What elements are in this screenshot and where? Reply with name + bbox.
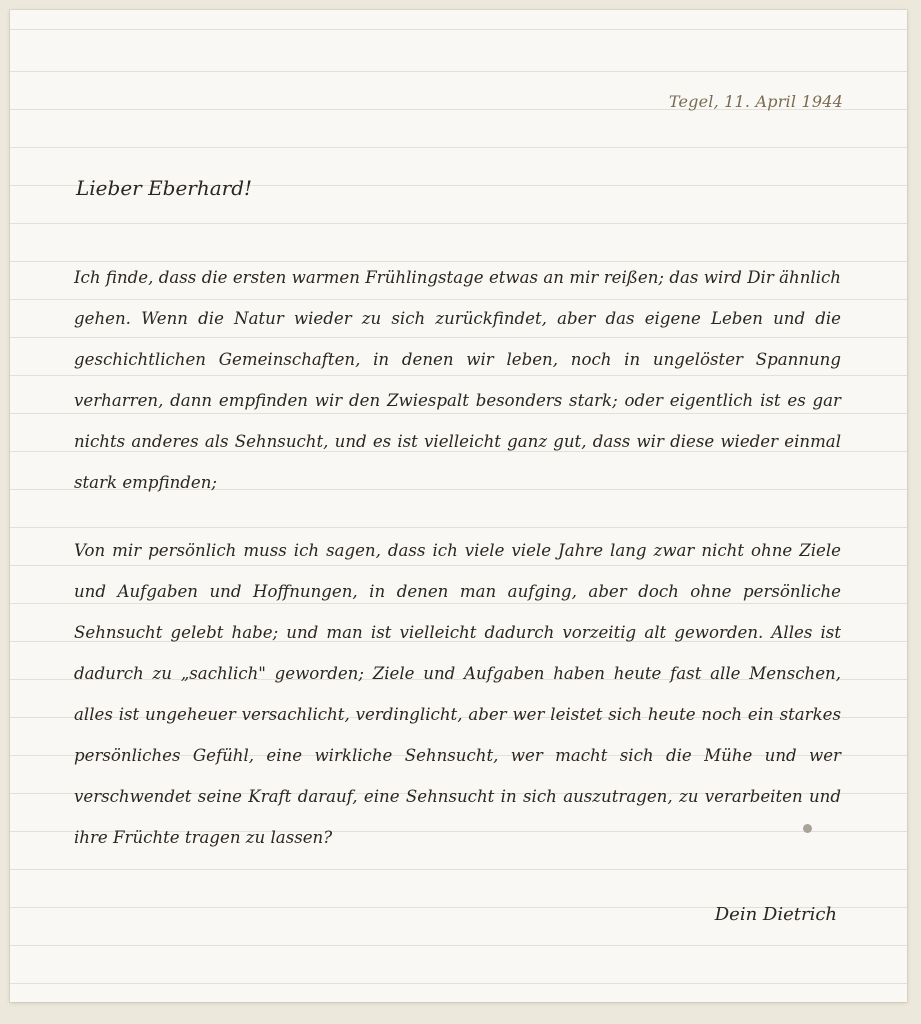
letter-paper — [10, 10, 907, 1002]
letter-date: Tegel, 11. April 1944 — [668, 92, 843, 111]
letter-salutation: Lieber Eberhard! — [76, 176, 253, 200]
letter-paragraph-2: Von mir persönlich muss ich sagen, dass ich viele viele Jahre lang zwar nicht ohne Ziele und Aufgaben und Hoffnungen, in denen man aufging, aber doch ohne persönliche Sehnsucht gelebt habe; und man ist vielleicht dadurch vorzeitig alt geworden. Alles ist dadurch zu „sachlich" geworden; Ziele und Aufgaben haben heute fast alle Menschen, alles ist ungeheuer versachlicht, verdinglicht, aber wer leistet sich heute noch ein starkes persönliches Gefühl, eine wirkliche Sehnsucht, wer macht sich die Mühe und wer verschwendet seine Kraft darauf, eine Sehnsucht in sich auszutragen, zu verarbeiten und ihre Früchte tragen zu lassen? — [74, 541, 841, 847]
cursor-dot-indicator — [803, 824, 812, 833]
letter-paragraph-1: Ich finde, dass die ersten warmen Frühlingstage etwas an mir reißen; das wird Dir ähnlich gehen. Wenn die Natur wieder zu sich zurückfindet, aber das eigene Leben und die geschichtlichen Gemeinschaften, in denen wir leben, noch in ungelöster Spannung verharren, dann empfinden wir den Zwiespalt besonders stark; oder eigentlich ist es gar nichts anderes als Sehnsucht, und es ist vielleicht ganz gut, dass wir diese wieder einmal stark empfinden; — [74, 268, 841, 492]
letter-signature: Dein Dietrich — [714, 904, 837, 925]
